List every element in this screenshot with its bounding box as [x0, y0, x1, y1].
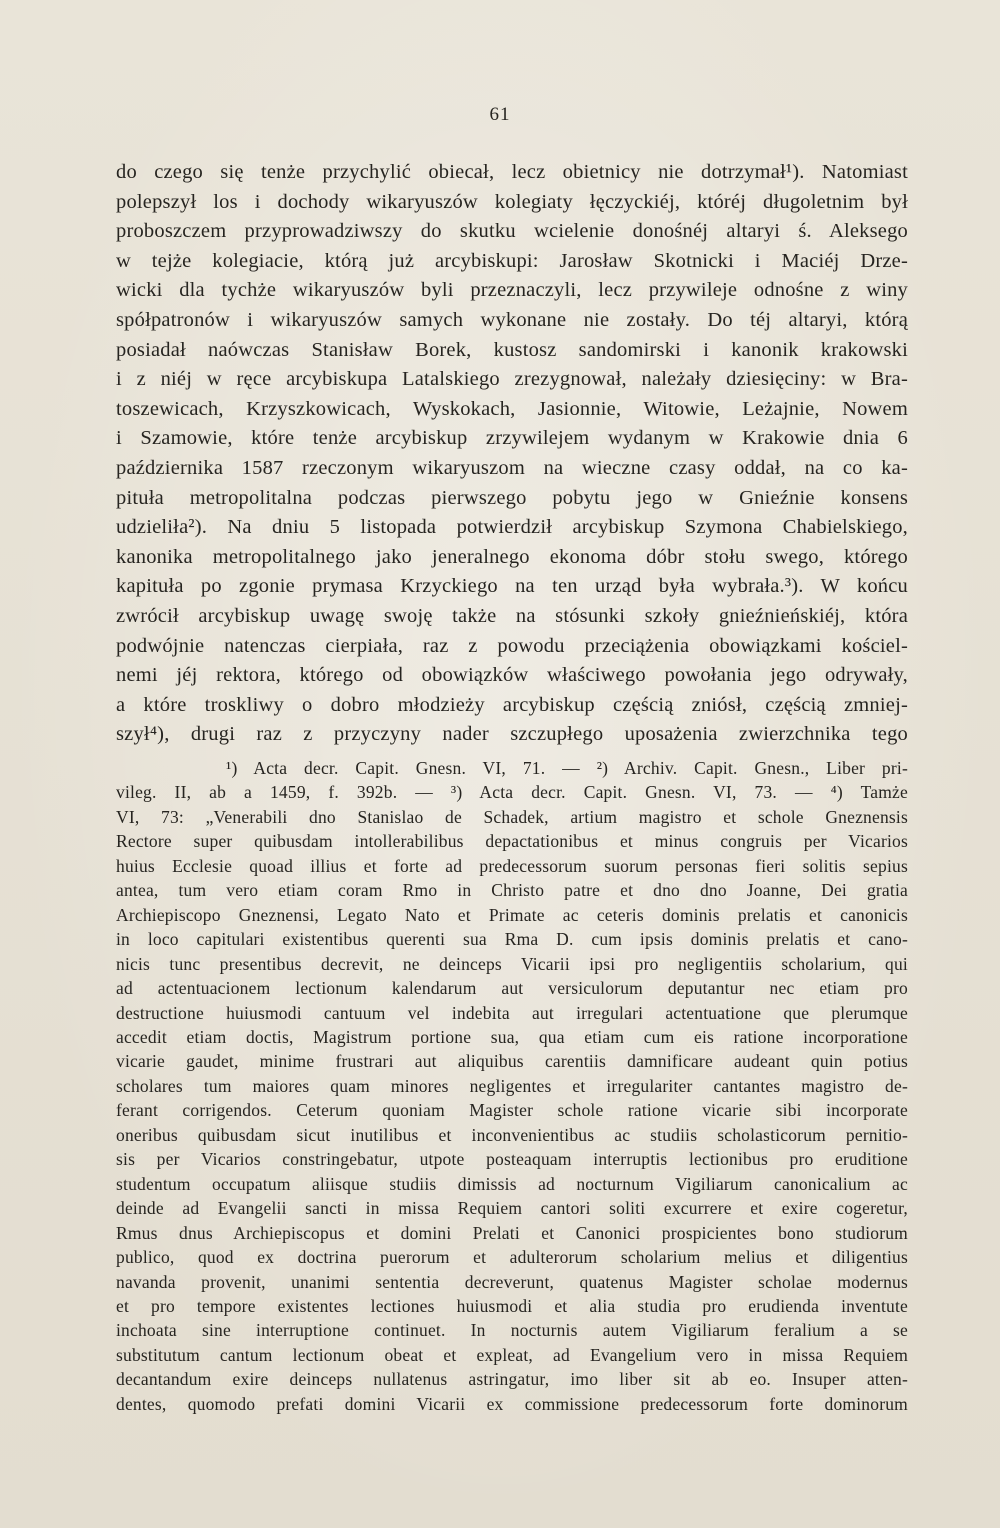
- footnote-line: substitutum cantum lectionum obeat et expleat, ad Evangelium vero in missa Requiem: [116, 1344, 908, 1365]
- main-text-line: udzieliła²). Na dniu 5 listopada potwierdził arcybiskup Szymona Chabielskiego,: [116, 516, 908, 539]
- footnote-line: accedit etiam doctis, Magistrum portione sua, qua etiam cum eis ratione incorporatione: [116, 1026, 908, 1047]
- main-text-line: i Szamowie, które tenże arcybiskup zrzywilejem wydanym w Krakowie dnia 6: [116, 427, 908, 450]
- footnote-line: antea, tum vero etiam coram Rmo in Christo patre et dno dno Joanne, Dei gratia: [116, 880, 908, 901]
- footnote-line: inchoata sine interruptione continuet. In nocturnis autem Vigiliarum feralium a se: [116, 1320, 908, 1341]
- main-text-line: nemi jéj rektora, którego od obowiązków właściwego powołania jego odrywały,: [116, 664, 908, 687]
- footnote-line: ferant corrigendos. Ceterum quoniam Magister schole ratione vicarie sibi incorporate: [116, 1100, 908, 1121]
- main-text-line: polepszył los i dochody wikaryuszów kolegiaty łęczyckiéj, któréj długoletnim był: [116, 190, 908, 213]
- footnote-line: dentes, quomodo prefati domini Vicarii ex commissione predecessorum forte dominorum: [116, 1393, 908, 1414]
- footnote-line: et pro tempore existentes lectiones huiusmodi et alia studia pro erudienda inventute: [116, 1295, 908, 1316]
- footnote-line: studentum occupatum aliisque studiis dimissis ad nocturnum Vigiliarum canonicalium ac: [116, 1173, 908, 1194]
- main-text-line: posiadał naówczas Stanisław Borek, kustosz sandomirski i kanonik krakowski: [116, 338, 908, 361]
- main-text-line: zwrócił arcybiskup uwagę swoję także na stósunki szkoły gnieźnieńskiéj, która: [116, 604, 908, 627]
- main-text-line: i z niéj w ręce arcybiskupa Latalskiego zrezygnował, należały dziesięciny: w Bra-: [116, 368, 908, 391]
- main-text-line: do czego się tenże przychylić obiecał, lecz obietnicy nie dotrzymał¹). Natomiast: [116, 161, 908, 183]
- main-text-block: [116, 158, 908, 750]
- footnotes-block: [116, 756, 908, 1416]
- footnote-line: scholares tum maiores quam minores negligentes et irregulariter cantantes magistro de-: [116, 1075, 908, 1096]
- footnote-line: ad actentuacionem lectionum kalendarum aut versiculorum deputantur nec etiam pro: [116, 978, 908, 999]
- footnote-line: navanda provenit, unanimi sententia decreverunt, quatenus Magister scholae modernus: [116, 1271, 908, 1292]
- footnote-line: Rmus dnus Archiepiscopus et domini Prelati et Canonici prospicientes bono studiorum: [116, 1222, 908, 1243]
- main-text-line: w tejże kolegiacie, którą już arcybiskupi: Jarosław Skotnicki i Maciéj Drze-: [116, 249, 908, 272]
- main-text-line: kanonika metropolitalnego jako jeneralnego ekonoma dóbr stołu swego, którego: [116, 545, 908, 568]
- footnote-line: ¹) Acta decr. Capit. Gnesn. VI, 71. — ²) Archiv. Capit. Gnesn., Liber pri-: [226, 758, 908, 778]
- footnote-line: huius Ecclesie quoad illius et forte ad predecessorum suorum personas fieri solitis sepius: [116, 855, 908, 876]
- footnote-line: Archiepiscopo Gneznensi, Legato Nato et Primate ac ceteris dominis prelatis et canonicis: [116, 904, 908, 925]
- footnote-line: in loco capitulari existentibus querenti sua Rma D. cum ipsis dominis prelatis et cano-: [116, 929, 908, 950]
- main-text-line: a które troskliwy o dobro młodzieży arcybiskup częścią zniósł, częścią zmniej-: [116, 693, 908, 716]
- footnote-line: publico, quod ex doctrina puerorum et adulterorum scholarium melius et diligentius: [116, 1247, 908, 1268]
- main-text-line: kapituła po zgonie prymasa Krzyckiego na ten urząd była wybrała.³). W końcu: [116, 575, 908, 598]
- footnote-line: sis per Vicarios constringebatur, utpote posteaquam interruptis lectionibus pro eruditione: [116, 1149, 908, 1170]
- main-text-line: spółpatronów i wikaryuszów samych wykonane nie zostały. Do téj altaryi, którą: [116, 308, 908, 331]
- footnote-line: destructione huiusmodi cantuum vel indebita aut irregulari actentuatione que plerumque: [116, 1002, 908, 1023]
- main-text-line: wicki dla tychże wikaryuszów byli przeznaczyli, lecz przywileje odnośne z winy: [116, 279, 908, 302]
- main-text-line: pituła metropolitalna podczas pierwszego pobytu jego w Gnieźnie konsens: [116, 486, 908, 509]
- main-text-line: proboszczem przyprowadziwszy do skutku wcielenie donośnéj altaryi ś. Aleksego: [116, 220, 908, 243]
- footnote-line: deinde ad Evangelii sancti in missa Requiem cantori soliti excurrere et exire cogeretur,: [116, 1198, 908, 1219]
- footnote-line: vileg. II, ab a 1459, f. 392b. — ³) Acta decr. Capit. Gnesn. VI, 73. — ⁴) Tamże: [116, 782, 908, 803]
- footnote-line: nicis tunc presentibus decrevit, ne deinceps Vicarii ipsi pro negligentiis scholarium, qui: [116, 953, 908, 974]
- main-text-line: podwójnie natenczas cierpiała, raz z powodu przeciążenia obowiązkami kościel-: [116, 634, 908, 657]
- footnote-line: vicarie gaudet, minime frustrari aut aliquibus carentiis damnificare audeant quin potius: [116, 1051, 908, 1072]
- footnote-line: Rectore super quibusdam intollerabilibus depactationibus et minus congruis per Vicarios: [116, 831, 908, 852]
- footnote-line: oneribus quibusdam sicut inutilibus et inconvenientibus ac studiis scholasticorum pernitio-: [116, 1124, 908, 1145]
- page-number: 61: [489, 104, 511, 125]
- main-text-line: października 1587 rzeczonym wikaryuszom na wieczne czasy oddał, na co ka-: [116, 456, 908, 479]
- main-text-line: szył⁴), drugi raz z przyczyny nader szczupłego uposażenia zwierzchnika tego: [116, 723, 908, 746]
- main-text-line: toszewicach, Krzyszkowicach, Wyskokach, Jasionnie, Witowie, Leżajnie, Nowem: [116, 397, 908, 420]
- footnote-line: VI, 73: „Venerabili dno Stanislao de Schadek, artium magistro et schole Gneznensis: [116, 806, 908, 827]
- footnote-line: decantandum exire deinceps nullatenus astringatur, imo liber sit ab eo. Insuper atten-: [116, 1369, 908, 1390]
